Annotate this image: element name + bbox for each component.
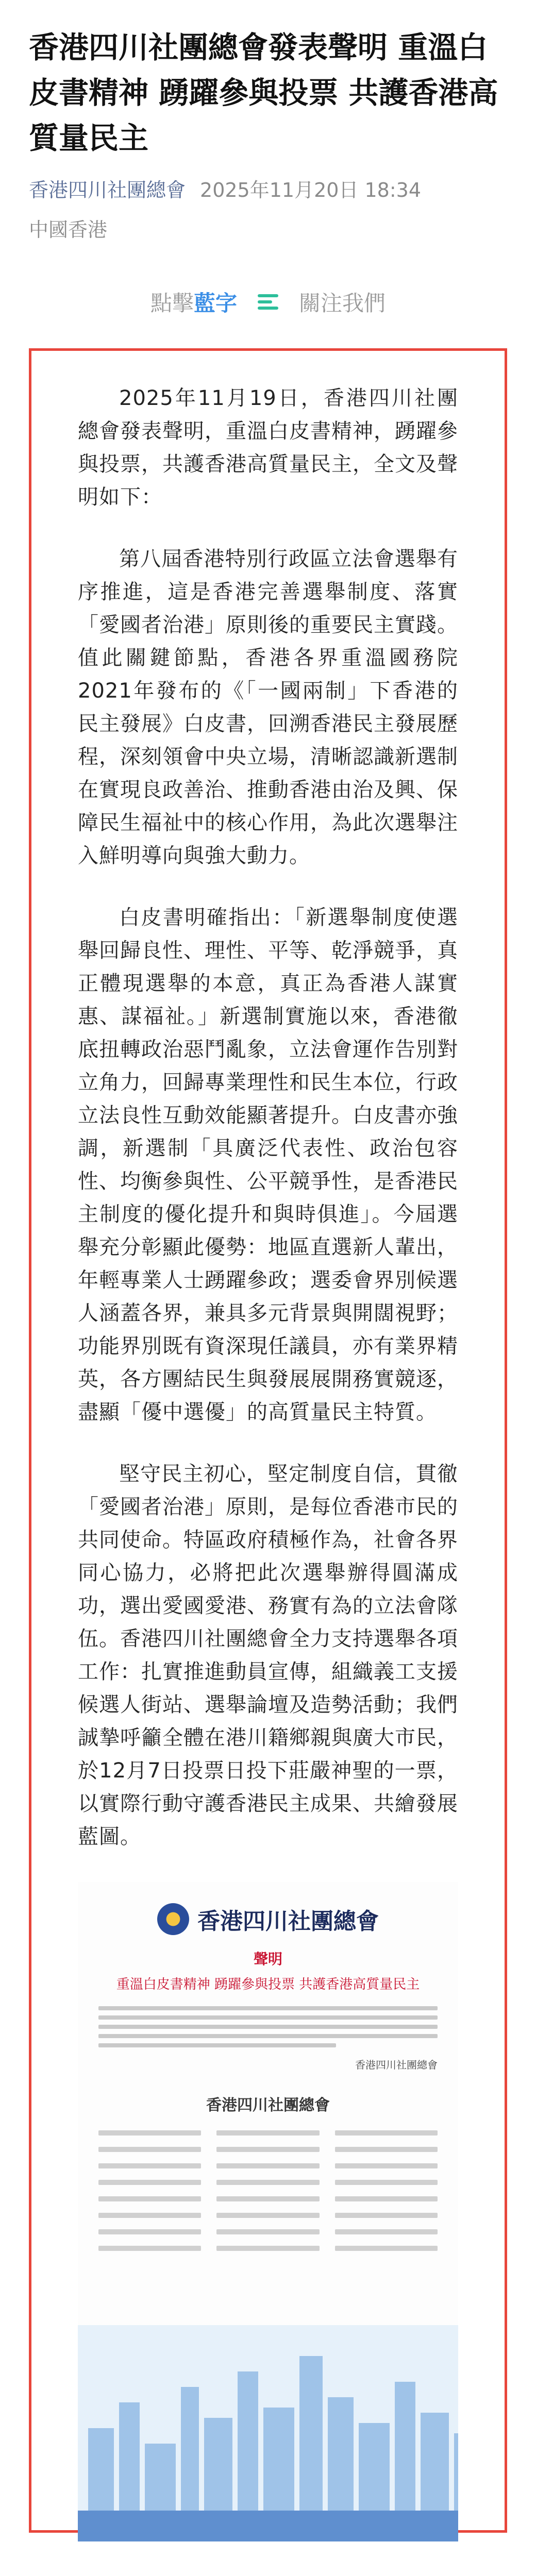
body-paragraph-2: 第八屆香港特別行政區立法會選舉有序推進，這是香港完善選舉制度、落實「愛國者治港」原則後的重要民主實踐。值此關鍵節點，香港各界重溫國務院2021年發布的《「一國兩制」下香港的民主發展》白皮書，回溯香港民主發展歷程，深刻領會中央立場，清晰認識新選制在實現良政善治、推動香港由治及興、保障民生福祉中的核心作用，為此次選舉注入鮮明導向與強大動力。 [78,547,458,868]
article-meta [29,174,507,202]
follow-us-text: 關注我們 [299,291,386,316]
follow-banner[interactable] [29,286,507,317]
account-link[interactable]: 香港四川社團總會 [29,179,186,201]
skyline-illustration [78,2325,458,2541]
statement-org-header: 香港四川社團總會 [78,1882,458,1936]
publish-datetime: 2025年11月20日 18:34 [200,179,422,201]
statement-org-name-2: 香港四川社團總會 [206,2096,330,2114]
member-list [98,2130,438,2251]
body-paragraph-4: 堅守民主初心，堅定制度自信，貫徹「愛國者治港」原則，是每位香港市民的共同使命。特區政府積極作為，社會各界同心協力，必將把此次選舉辦得圓滿成功，選出愛國愛港、務實有為的立法會隊伍。香港四川社團總會全力支持選舉各項工作：扎實推進動員宣傳，組織義工支援候選人街站、選舉論壇及造勢活動；我們誠摯呼籲全體在港川籍鄉親與廣大市民，於12月7日投票日投下莊嚴神聖的一票，以實際行動守護香港民主成果、共繪發展藍圖。 [78,1462,458,1849]
org-logo-icon [157,1903,189,1935]
article-title: 香港四川社團總會發表聲明 重溫白皮書精神 踴躍參與投票 共護香港高質量民主 [29,30,498,156]
body-paragraph-3: 白皮書明確指出：「新選舉制度使選舉回歸良性、理性、平等、乾淨競爭，真正體現選舉的本意，真正為香港人謀實惠、謀福祉。」新選制實施以來，香港徹底扭轉政治惡鬥亂象，立法會運作告別對立角力，回歸專業理性和民生本位，行政立法良性互動效能顯著提升。白皮書亦強調，新選制「具廣泛代表性、政治包容性、均衡參與性、公平競爭性，是香港民主制度的優化提升和與時俱進」。今屆選舉充分彰顯此優勢：地區直選新人輩出，年輕專業人士踴躍參政；選委會界別候選人涵蓋各界，兼具多元背景與開闊視野；功能界別既有資深現任議員，亦有業界精英，各方團結民生與發展展開務實競逐，盡顯「優中選優」的高質量民主特質。 [78,906,458,1424]
statement-text-lines [98,2006,438,2047]
follow-blue-word: 藍字 [193,291,237,316]
region-label: 中國香港 [29,218,108,241]
statement-heading: 聲明 [253,1951,282,1968]
statement-subheading: 重溫白皮書精神 踴躍參與投票 共護香港高質量民主 [116,1977,420,1992]
menu-lines-icon [258,293,278,311]
body-paragraph-1: 2025年11月19日，香港四川社團總會發表聲明，重溫白皮書精神，踴躍參與投票，共護香港高質量民主，全文及聲明如下： [78,386,458,509]
statement-image[interactable] [78,1882,458,2541]
statement-signature: 香港四川社團總會 [355,2059,438,2071]
statement-box [29,348,507,2533]
follow-click-text: 點擊藍字 [150,291,237,316]
